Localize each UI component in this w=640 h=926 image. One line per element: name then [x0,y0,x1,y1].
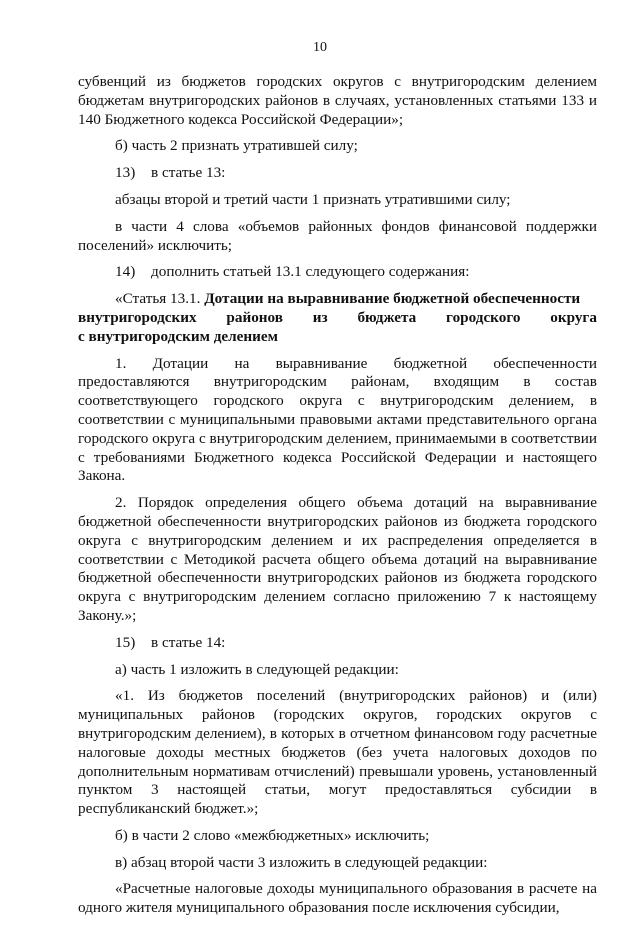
quoted-part3: «Расчетные налоговые доходы муниципального образования в расчете на одного жителя муниципального образования после исключения субсидии, [78,880,597,917]
article-title-word: районов [226,308,283,326]
point1-word: входящим [433,373,500,391]
item-text: дополнить статьей 13.1 следующего содержания: [151,263,470,281]
article-title-word: бюджета [357,308,417,326]
article-point-1 [78,355,597,487]
article-point-2: 2. Порядок определения общего объема дотаций на выравнивание бюджетной обеспеченности внутригородских районов из бюджета городского округа с внутригородским делением и их распределения определяется в соответствии с Методикой расчета общего объема дотаций на выравнивание бюджетной обеспеченности внутригородских районов из бюджета городского округа с внутригородским делением согласно приложению 7 к настоящему Закону.»; [78,494,597,624]
point1-word: состав [554,373,597,391]
point1-word: на [234,354,250,372]
article-title-word: внутригородских [78,308,197,326]
article-title-word: городского [446,308,521,326]
paragraph-part2-exclude: б) в части 2 слово «межбюджетных» исключить; [115,826,430,844]
article-prefix: «Статья 13.1. [115,290,201,308]
point1-word: предоставляются [78,373,190,391]
item-number: 14) [115,263,136,281]
paragraph-part1-new: а) часть 1 изложить в следующей редакции: [115,660,399,678]
list-item-14 [78,263,597,282]
item-text: в статье 13: [151,164,226,182]
paragraph-part3-new: в) абзац второй части 3 изложить в следующей редакции: [115,853,488,871]
page-number: 10 [313,40,327,55]
paragraph-part2-void: б) часть 2 признать утратившей силу; [115,137,358,155]
article-heading [78,290,597,346]
point1-word: в [523,373,531,391]
quoted-part1: «1. Из бюджетов поселений (внутригородских районов) и (или) муниципальных районов (городских округов, городских округов с внутригородским делением), в которых в отчетном финансовом году расчетные налоговые доходы местных бюджетов (без учета налоговых доходов по дополнительным нормативам отчислений) превышали уровень, установленный пунктом 3 настоящей статьи, могут предоставляться субсидии в республиканский бюджет.»; [78,687,597,818]
point1-line2 [78,373,597,392]
article-title-part1: Дотации на выравнивание бюджетной обеспеченности [204,290,581,308]
point1-word: выравнивание [275,354,368,372]
point1-rest: соответствующего городского округа с внутригородским делением, в соответствии с муниципальными правовыми актами представительного органа городского округа с внутригородским делением, принимаемыми в соответствии с требованиями Бюджетного кодекса Российской Федерации и настоящего Закона. [78,392,597,485]
point1-word: Дотации [152,354,209,372]
article-heading-line3 [78,328,597,347]
article-title-part3: с внутригородским делением [78,327,278,345]
paragraph-paragraphs-void: абзацы второй и третий части 1 признать утратившими силу; [115,190,511,208]
list-item-15 [78,634,597,653]
article-heading-line1 [78,290,597,309]
item-number: 15) [115,633,136,651]
article-title-word: округа [550,308,597,326]
point1-word: 1. [115,354,127,372]
article-title-word: из [312,308,328,326]
paragraph-subventions: субвенций из бюджетов городских округов с внутригородским делением бюджетам внутригородских районов в случаях, установленных статьями 133 и 140 Бюджетного кодекса Российской Федерации»; [78,73,597,128]
item-text: в статье 14: [151,633,226,651]
article-heading-line2 [78,309,597,328]
point1-word: внутригородским [213,373,327,391]
paragraph-part4-exclude: в части 4 слова «объемов районных фондов финансовой поддержки поселений» исключить; [78,217,597,254]
point1-word: районам, [351,373,410,391]
point1-word: бюджетной [393,354,468,372]
item-number: 13) [115,164,136,182]
document-body [78,73,597,926]
list-item-13 [78,164,597,183]
point1-line1 [78,355,597,374]
point1-word: обеспеченности [493,354,597,372]
